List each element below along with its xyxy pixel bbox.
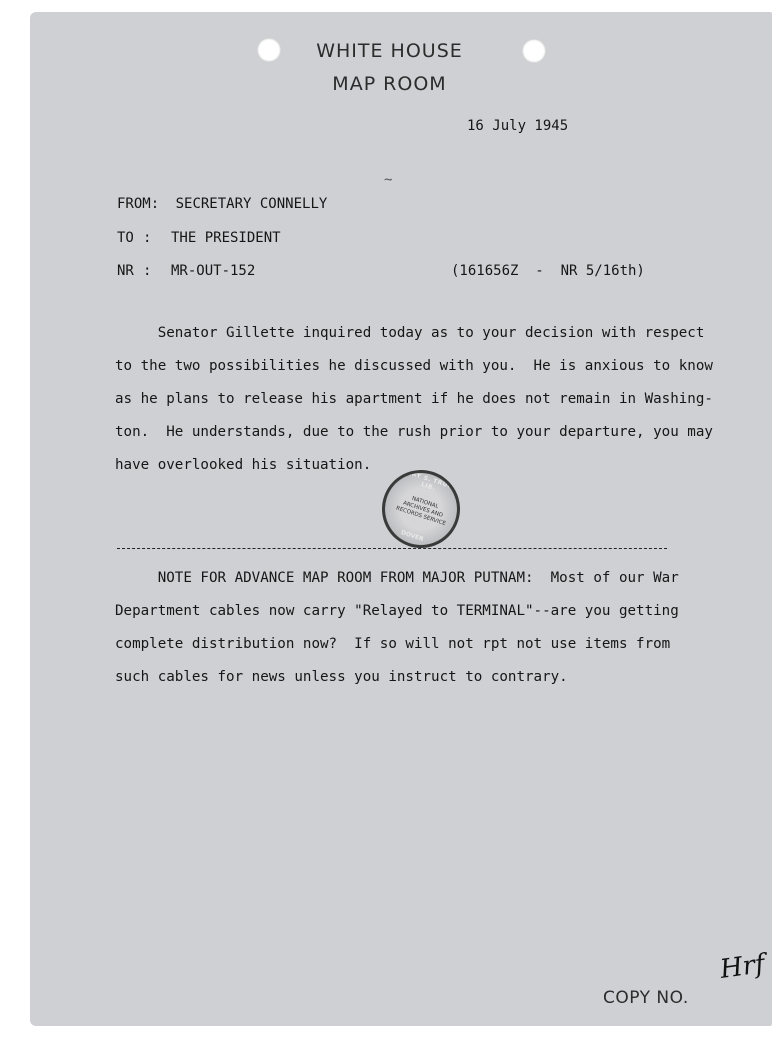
note-line: Department cables now carry "Relayed to TERMINAL"--are you getting — [115, 603, 679, 619]
to-label: TO — [117, 230, 134, 246]
message-line: ton. He understands, due to the rush prior to your departure, you may — [115, 424, 713, 440]
to-colon: : — [143, 230, 152, 246]
to-line — [117, 230, 281, 246]
nr-colon: : — [143, 263, 152, 279]
note-line: complete distribution now? If so will not rpt not use items from — [115, 636, 671, 652]
stamp-bottom-text: DOVER — [400, 529, 425, 544]
nr-value: MR-OUT-152 — [171, 263, 256, 279]
section-divider — [117, 548, 667, 549]
message-line: as he plans to release his apartment if he does not remain in Washing- — [115, 391, 713, 407]
pencil-mark: ~ — [384, 172, 393, 188]
note-line: such cables for news unless you instruct to contrary. — [115, 669, 568, 685]
stamp-ring-text: HARRY S. TRUMAN LIB. — [395, 465, 465, 495]
copy-number-label: COPY NO. — [603, 988, 689, 1008]
nr-line — [117, 263, 255, 279]
message-line: to the two possibilities he discussed with you. He is anxious to know — [115, 358, 713, 374]
handwritten-initials: Hrf — [718, 949, 767, 985]
message-reference: (161656Z - NR 5/16th) — [451, 263, 645, 279]
header-map-room: MAP ROOM — [332, 73, 447, 95]
note-line: NOTE FOR ADVANCE MAP ROOM FROM MAJOR PUTNAM: Most of our War — [115, 570, 679, 586]
document-date: 16 July 1945 — [467, 118, 569, 134]
to-value: THE PRESIDENT — [171, 230, 281, 246]
message-line: Senator Gillette inquired today as to your decision with respect — [115, 325, 705, 341]
from-value: SECRETARY CONNELLY — [175, 196, 328, 212]
message-line: have overlooked his situation. — [115, 457, 372, 473]
from-line — [117, 196, 327, 212]
stamp-inner-text: NATIONAL ARCHIVES AND RECORDS SERVICE — [395, 495, 447, 528]
nr-label: NR — [117, 263, 134, 279]
from-label: FROM: — [117, 196, 160, 212]
header-white-house: WHITE HOUSE — [316, 40, 463, 62]
